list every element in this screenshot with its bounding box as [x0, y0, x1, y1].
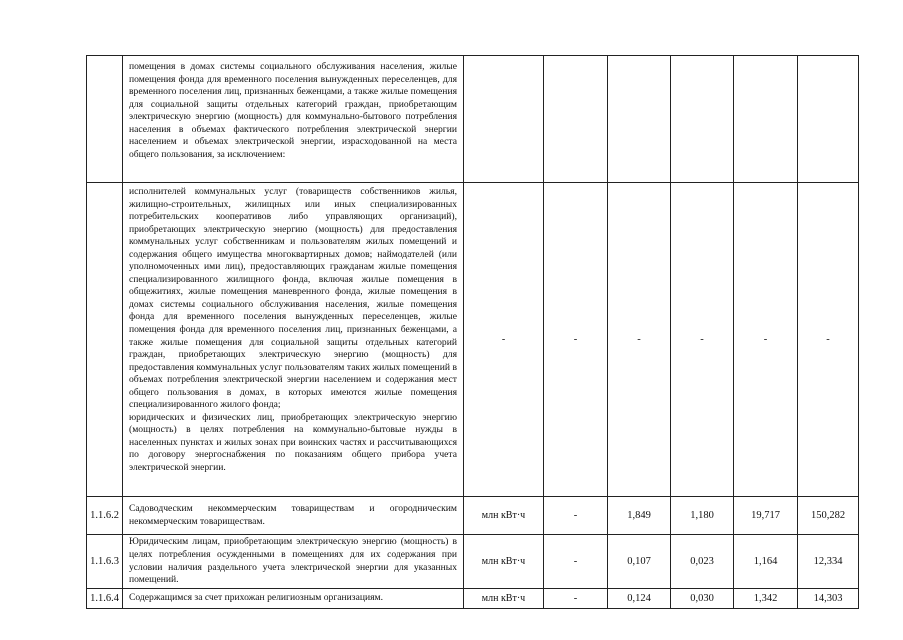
unit-cell: -	[464, 183, 544, 497]
tariff-table	[86, 55, 859, 609]
value-cell: 0,030	[671, 589, 734, 609]
table-row	[87, 183, 859, 497]
value-cell: -	[734, 183, 798, 497]
value-cell: 1,180	[671, 497, 734, 535]
row-description	[123, 183, 464, 497]
row-number	[87, 56, 123, 183]
table-row	[87, 497, 859, 535]
value-cell	[671, 56, 734, 183]
description-text: помещения в домах системы социального обслуживания населения, жилые помещения фонда для временного поселения вынужденных переселенцев, для временного поселения лиц, признанных беженцами, а также жилые помещения для социальной защиты отдельных категорий граждан, приобретающим электрическую энергию (мощность) для коммунально-бытового потребления населения в объемах фактического потребления электрической энергии населением и объемах электрической энергии, израсходованной на места общего пользования, за исключением:	[129, 61, 457, 160]
value-cell	[544, 56, 608, 183]
row-description	[123, 497, 464, 535]
description-text: Юридическим лицам, приобретающим электрическую энергию (мощность) в целях потребления осужденными в помещениях для их содержания при условии наличия раздельного учета электрической энергии для указанных помещений.	[129, 536, 457, 586]
row-description	[123, 589, 464, 609]
value-cell: 0,023	[671, 535, 734, 589]
value-cell: 1,164	[734, 535, 798, 589]
table-row	[87, 535, 859, 589]
value-cell: -	[544, 589, 608, 609]
row-number: 1.1.6.2	[87, 497, 123, 535]
value-cell	[734, 56, 798, 183]
value-cell: 150,282	[798, 497, 859, 535]
value-cell: 1,342	[734, 589, 798, 609]
value-cell	[798, 56, 859, 183]
value-cell: -	[544, 535, 608, 589]
value-cell: -	[671, 183, 734, 497]
description-text: Садоводческим некоммерческим товариществам и огородническим некоммерческим товариществам.	[129, 502, 457, 527]
value-cell: 12,334	[798, 535, 859, 589]
row-description	[123, 535, 464, 589]
value-cell: -	[798, 183, 859, 497]
value-cell: 0,124	[608, 589, 671, 609]
row-number: 1.1.6.4	[87, 589, 123, 609]
unit-cell: млн кВт·ч	[464, 589, 544, 609]
value-cell: -	[544, 183, 608, 497]
unit-cell: млн кВт·ч	[464, 497, 544, 535]
row-number: 1.1.6.3	[87, 535, 123, 589]
row-number	[87, 183, 123, 497]
value-cell: -	[544, 497, 608, 535]
unit-cell	[464, 56, 544, 183]
value-cell: 19,717	[734, 497, 798, 535]
description-text-continued: юридических и физических лиц, приобретающих электрическую энергию (мощность) в целях потребления на коммунально-бытовые нужды в населенных пунктах и жилых зонах при воинских частях и рассчитывающихся по договору энергоснабжения по показаниям общего прибора учета электрической энергии.	[129, 411, 457, 474]
value-cell: 0,107	[608, 535, 671, 589]
description-text: Содержащимся за счет прихожан религиозным организациям.	[129, 592, 383, 604]
row-description	[123, 56, 464, 183]
value-cell: 14,303	[798, 589, 859, 609]
value-cell	[608, 56, 671, 183]
value-cell: 1,849	[608, 497, 671, 535]
table-row	[87, 589, 859, 609]
unit-cell: млн кВт·ч	[464, 535, 544, 589]
table-row	[87, 56, 859, 183]
description-text: исполнителей коммунальных услуг (товариществ собственников жилья, жилищно-строительных, жилищных или иных специализированных потребительских кооперативов либо управляющих организаций), приобретающих электрическую энергию (мощность) для предоставления коммунальных услуг собственникам и пользователям жилых помещений и содержания общего имущества многоквартирных домов; наймодателей (или уполномоченных ими лиц), предоставляющих гражданам жилые помещения специализированного жилищного фонда, включая жилые помещения в общежитиях, жилые помещения маневренного фонда, жилые помещения в домах системы социального обслуживания населения, жилые помещения фонда для временного поселения вынужденных переселенцев, жилые помещения фонда для временного поселения лиц, признанных беженцами, а также жилые помещения для социальной защиты отдельных категорий граждан, приобретающих электрическую энергию (мощность) для предоставления коммунальных услуг пользователям таких жилых помещений в объемах потребления электрической энергии населением и содержания мест общего пользования в домах, в которых имеются жилые помещения специализированного жилого фонда;	[129, 186, 457, 411]
value-cell: -	[608, 183, 671, 497]
